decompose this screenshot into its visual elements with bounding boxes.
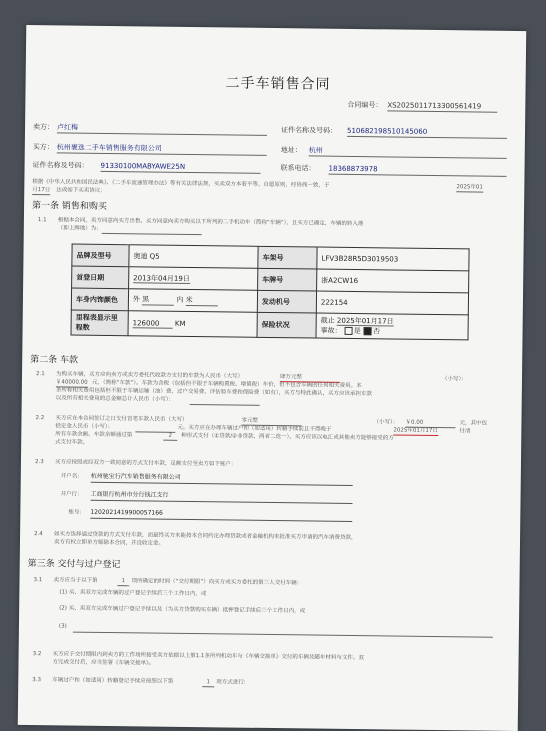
first-reg-label: 首登日期 [72,266,129,289]
brand-value: 奥迪 Q5 [129,245,258,269]
clause-2-1-b: 元，（简称“车款”）。车款为含税（包括但不限于车辆购置税、增值税）车价，但不包含车辆的任何相关费用。本 [91,379,362,390]
total-amount-blank [190,398,260,406]
contract-page [18,25,527,731]
clause-3-2-a: 买方应于交付期限内到卖方的工作场所接受卖方依据以上第1.1条所列机动车与《车辆交接单》交付的车辆及随车材料与文件。双 [52,651,364,662]
section-1-title: 第一条 销售和购买 [32,201,108,212]
phone: 18368873978 [328,165,506,177]
accident-yes-checkbox[interactable] [345,327,353,335]
clause-2-4-b: 卖方有权立即单方解除本合同，并没收定金。 [53,539,165,547]
table-row [71,310,468,340]
preamble-date-tail: 月17日 [32,187,51,194]
seller-id: 510682198510145060 [347,127,507,139]
clause-2-1-a: 为购买车辆，买方应向卖方或卖方委托代收款方支付的车款为人民币（大写） [55,371,244,380]
engine-label: 发动机号 [257,290,316,313]
clause-3-1-num: 3.1 [33,577,43,584]
clause-3-1: 卖方应当于以下第 [53,577,98,584]
clause-2-3-num: 2.3 [34,459,44,466]
color-label: 车身内饰颜色 [71,288,128,311]
clause-3-3-num: 3.3 [32,677,42,684]
clause-3-3-b: 项方式进行: [216,679,246,686]
plate-label: 车牌号 [258,268,317,291]
clause-2-2-c2: 种形式支付（①贷款/②非贷款，两者二选一）。买方应该以电汇或其他卖方能够接受的方 [181,432,394,442]
clause-2-2-b2: 元。买方应在办理车辆过户和（如适用）转籍手续前且不得晚于 [177,424,332,433]
clause-2-2-tail: 元，其中包 [459,420,488,427]
accident-no-checkbox[interactable] [364,327,372,335]
account-name: 杭州驰宝行汽车销售服务有限公司 [91,472,353,486]
first-reg-value: 2013年04月19日 [129,267,258,291]
account-no-label: 账号： [68,509,85,516]
clause-2-2-small: （小写）： [373,419,399,426]
seller-label: 卖方： [32,123,55,132]
brand-label: 品牌及型号 [72,244,129,267]
clause-2-1-amount: ￥40000.00 [55,379,88,386]
buyer-id: 91330100MABYAWE25N [101,162,261,174]
deposit-blank [135,425,175,432]
clause-2-3: 买方应按照或经双方一致同意的方式支付车款，足额支付至卖方如下账户： [54,459,237,468]
clause-3-1-option: 1 [117,578,129,586]
buyer-id-label: 证件名称及号码： [32,161,89,170]
seller-name: 卢红梅 [57,123,267,136]
vin-value: LFV3B28R5D3019503 [317,247,469,271]
mileage-label: 里程表显示里程数 [71,310,128,336]
clause-3-2-num: 3.2 [32,651,42,658]
preamble-date: 2025年01 [456,184,483,191]
clause-2-2-b: 括定金人民币（小写）： [55,423,114,431]
engine-value: 222154 [316,291,468,315]
plate-value: 浙A2CW16 [317,269,469,293]
clause-2-2-num: 2.2 [35,415,45,422]
clause-2-2-amount: ￥0.00 [405,420,455,429]
contract-no: XS20250117133005614​19 [387,101,497,112]
clause-1-1-num: 1.1 [37,217,47,224]
contract-no-label: 合同编号： [347,100,383,110]
clause-2-1-c: 条所称相关费用包括但不限于车辆运输（油）费、过户交易费、评估验车费和保险费（如有），买方与特此确认，买方应该承担车款 [55,387,373,398]
clause-3-1-option-1: (1) 买、卖双方完成车辆的过户登记手续后三个工作日内，或 [59,589,207,598]
address-label: 地址： [280,146,302,155]
insurance-value: 截止 2025年01月17日 事故： 是 否 [316,313,468,340]
section-3-title: 第三条 交付与过户登记 [27,559,121,571]
account-bank-label: 开户行： [60,491,83,498]
account-no: 1202021419900057166 [90,508,352,522]
seller-id-label: 证件名称及号码： [280,126,338,135]
insurance-label: 保险状况 [257,312,316,338]
clause-3-1-option-2: (2) 买、卖双方完成车辆过户登记手续以及（为买方贷款购买车辆）抵押登记手续后三个工作日内，或 [59,605,306,615]
clause-1-1: 根据本合同，卖方同意向买方出售、买方同意向卖方购买以下所列的二手机动车（简称“车辆”），且买方已确定，车辆的转入地 [57,217,364,228]
clause-2-2-d: 式支付车款。 [55,439,89,446]
clause-2-2-upper: 零元整 [241,418,301,427]
buyer-name: 杭州裹选二手车销售服务有限公司 [57,143,267,156]
address: 杭州 [309,146,507,158]
clause-2-2-a: 买方应在本合同签订之日支付首笔车款人民币（大写） [55,415,188,423]
clause-2-1-num: 2.1 [35,371,45,378]
clause-2-1-upper: 肆万元整 [280,374,340,383]
clause-2-4-a: 如买方选择通过贷款的方式支付车款，而最终买方未能按本合同约定办理贷款或者金融机构未批准买方申请的汽车消费贷款， [54,531,357,542]
vin-label: 车架号 [258,246,317,269]
account-bank: 工商银行杭州市分行钱江支行 [90,490,352,504]
clause-3-3-option: 1 [202,679,214,687]
clause-3-2-b: 方完成交付后，应当签署《车辆交接单》。 [52,659,155,667]
clause-2-2-date: 2025年01月17日 [393,427,438,435]
account-name-label: 开户名： [60,473,83,480]
option-3-blank [73,626,493,638]
clause-2-2-b3: 付清 [459,428,471,435]
clause-2-1-small-label: （小写）： [441,376,467,383]
color-value: 外 黑 内 米 [128,289,257,313]
section-2-title: 第二条 车款 [30,355,79,366]
clause-2-1-d: 以及所有相关费用的总金额总计人民币（小写）： [55,395,175,403]
clause-2-2-option: 2 [163,433,177,441]
clause-2-4-num: 2.4 [34,531,43,538]
phone-label: 联系电话： [280,164,316,173]
vehicle-table [71,244,470,341]
preamble-end: 达成如下买卖协议： [56,187,106,194]
clause-1-1-b: （即上牌地）为： [57,225,102,232]
mileage-value: 126000 KM [128,311,257,338]
clause-3-1-b: 项所确定的时间（“交付期限”）向买方或买方委托的第三人交付车辆： [131,578,303,587]
clause-3-1-option-3: (3) [58,623,67,630]
buyer-label: 买方： [32,143,54,152]
page-title: 二手车销售合同 [225,75,331,93]
clause-2-2-c: 所有车款余额。车款余额通过第 [55,431,133,439]
destination-blank [102,227,202,235]
preamble: 根据《中华人民共和国民法典》、《二手车流通管理办法》等有关法律法规，买卖双方本着平等、自愿原则，经协商一致，于 [32,179,330,189]
clause-3-3: 车辆过户和（如适用）转籍登记手续应按照以下第 [52,677,174,685]
